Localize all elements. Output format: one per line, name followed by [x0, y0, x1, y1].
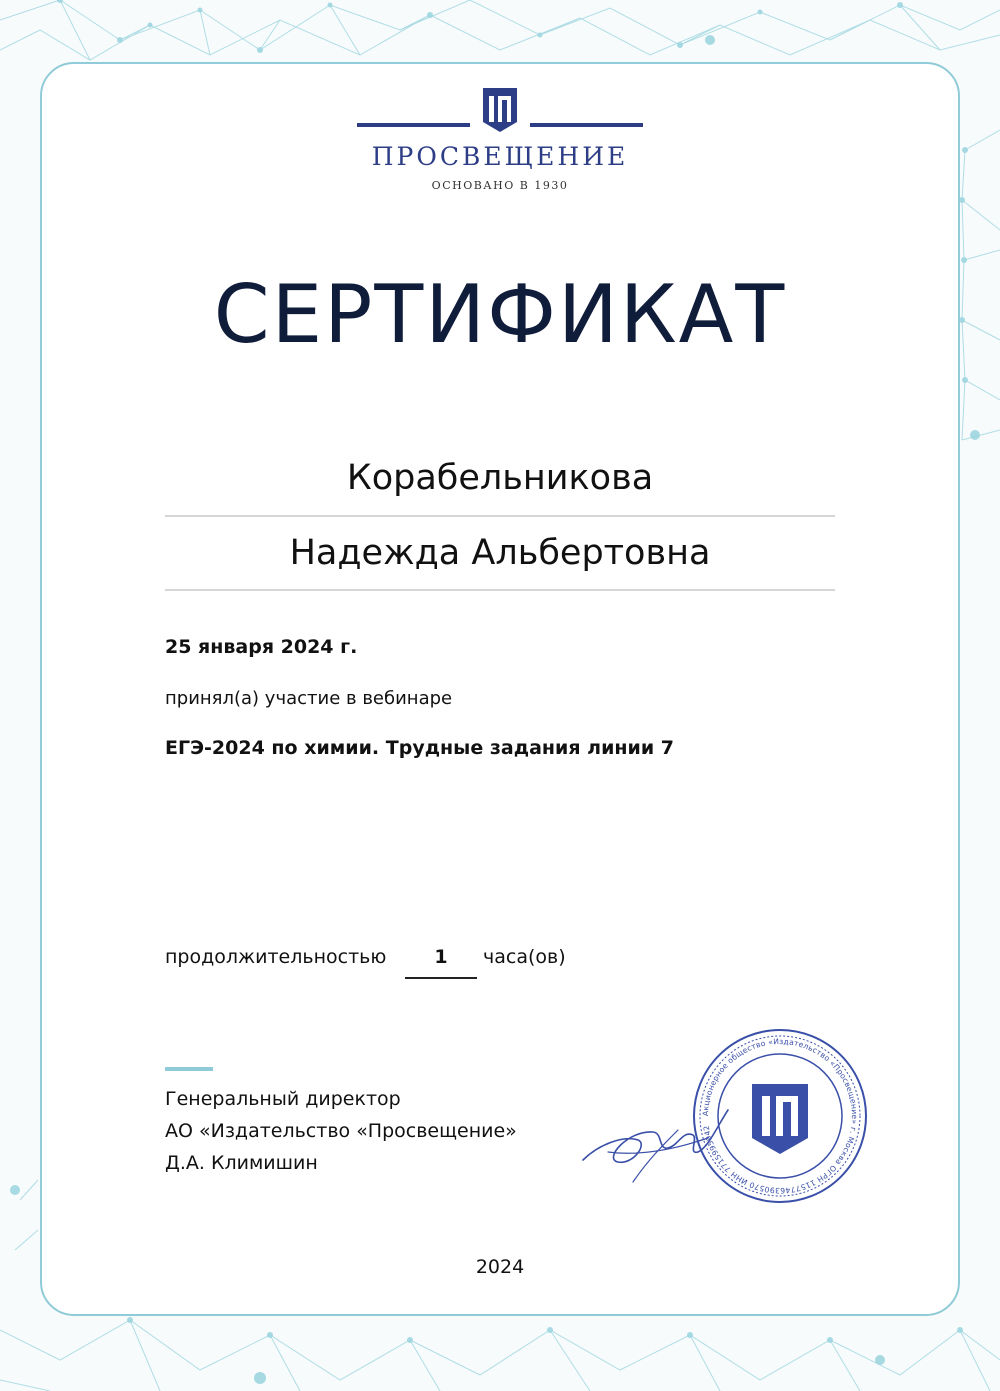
certificate-year: 2024 [475, 1256, 525, 1278]
duration-underline [405, 977, 477, 979]
recipient-given-names: Надежда Альбертовна [289, 533, 711, 573]
participation-text: принял(а) участие в вебинаре [165, 688, 453, 709]
signatory-organization: АО «Издательство «Просвещение» [165, 1120, 517, 1142]
company-stamp-icon [690, 1026, 870, 1206]
publisher-founded: ОСНОВАНО В 1930 [431, 179, 569, 192]
event-date: 25 января 2024 г. [165, 636, 358, 658]
name-divider [165, 589, 835, 591]
publisher-name: ПРОСВЕЩЕНИЕ [371, 142, 629, 171]
signatory-name: Д.А. Климишин [165, 1152, 318, 1174]
logo-emblem-icon [355, 86, 645, 142]
recipient-surname: Корабельникова [346, 458, 654, 498]
duration-unit: часа(ов) [483, 946, 566, 968]
publisher-logo [355, 86, 645, 196]
stamp-ring-text: Акционерное общество «Издательство «Просвещение» г. Москва ОГРН 1157746390570 ИНН 7715995942 [700, 1036, 860, 1196]
certificate-title: СЕРТИФИКАТ [213, 268, 787, 361]
webinar-title: ЕГЭ-2024 по химии. Трудные задания линии 7 [165, 737, 674, 759]
signatory-position: Генеральный директор [165, 1088, 401, 1110]
name-divider [165, 515, 835, 517]
duration-value: 1 [434, 946, 448, 968]
duration-label: продолжительностью [165, 946, 387, 968]
signatory-accent-bar [165, 1067, 213, 1071]
